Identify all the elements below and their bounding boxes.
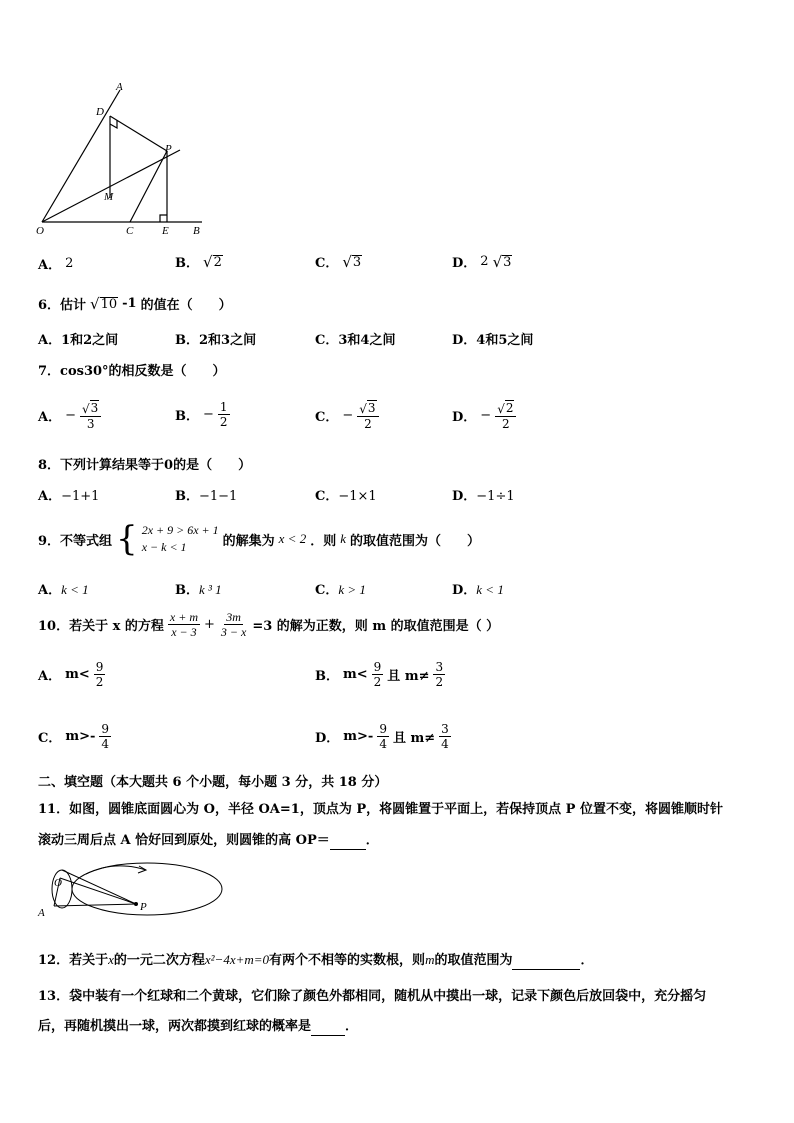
q6-option-d	[452, 332, 533, 350]
label-P: P	[165, 143, 172, 155]
stem-text: 10．若关于 x 的方程	[38, 619, 164, 634]
inequality-system	[142, 522, 219, 556]
left-brace: {	[116, 519, 138, 559]
option-prefix: m>-	[343, 729, 374, 744]
label-A: A	[116, 81, 123, 93]
sqrt-expression: √ 2	[497, 401, 514, 416]
answer-blank[interactable]	[512, 955, 580, 970]
numerator: 9	[95, 660, 104, 674]
q12-stem	[38, 951, 593, 970]
q6-stem	[38, 294, 232, 313]
denominator: 2	[219, 415, 228, 429]
option-mid: 且 m≠	[387, 669, 430, 684]
sqrt-expression: √ 3	[82, 401, 99, 416]
q9-option-a	[38, 581, 89, 600]
stem-text: 的取值范围为（ ）	[350, 533, 481, 549]
option-letter: C．	[38, 731, 62, 746]
denominator: 2	[502, 417, 510, 431]
option-text: k ³ 1	[199, 582, 222, 597]
q7-option-d	[452, 400, 516, 431]
numerator: 9	[379, 722, 387, 736]
inequality-2: x − k < 1	[141, 540, 187, 554]
variable-x: x	[108, 952, 114, 967]
cone-figure	[34, 856, 234, 922]
stem-text: ．	[580, 953, 594, 968]
option-value: 2	[65, 256, 74, 271]
stem-text: ．则	[310, 533, 337, 549]
denominator: 2	[95, 675, 104, 689]
radicand: 3	[90, 401, 99, 415]
q5-option-a	[38, 254, 73, 273]
q11-line-1: 11．如图，圆锥底面圆心为 O，半径 OA=1，顶点为 P，将圆锥置于平面上，若保持顶点 P 位置不变，将圆锥顺时针	[38, 802, 723, 817]
option-letter: D．	[452, 583, 477, 598]
q6-option-c	[315, 332, 395, 350]
radicand: 3	[352, 254, 362, 270]
option-text: −1÷1	[476, 489, 515, 504]
option-text: k < 1	[61, 582, 89, 597]
option-text: 2和3之间	[199, 333, 257, 348]
radicand: 2	[505, 401, 514, 415]
option-text: −1+1	[61, 489, 100, 504]
section-heading: 二、填空题（本大题共 6 个小题，每小题 3 分，共 18 分）	[38, 775, 388, 790]
answer-blank[interactable]	[311, 1021, 345, 1036]
denominator: 2	[373, 675, 382, 689]
q9-option-c	[315, 581, 366, 600]
option-letter: D．	[315, 731, 340, 746]
q8-option-b	[175, 488, 237, 506]
denominator: 2	[364, 417, 372, 431]
answer-blank[interactable]	[330, 835, 366, 850]
option-letter: D．	[452, 489, 477, 504]
option-letter: D．	[452, 333, 477, 348]
option-text: k < 1	[476, 582, 504, 597]
q9-stem	[38, 519, 481, 559]
q10-option-d	[315, 722, 451, 751]
option-letter: B．	[175, 583, 199, 598]
inequality-1: 2x + 9 > 6x + 1	[141, 523, 219, 537]
sqrt-expression: √ 10	[90, 294, 118, 313]
option-letter: C．	[315, 489, 339, 504]
fraction	[357, 400, 378, 431]
cone-label-A: A	[38, 907, 45, 919]
option-letter: A．	[38, 583, 62, 598]
denominator: 4	[441, 737, 449, 751]
fraction	[80, 400, 101, 431]
numerator: 3	[435, 660, 444, 674]
radicand: 3	[367, 401, 376, 415]
sqrt-expression: √ 3	[492, 252, 512, 271]
quadratic-equation: x²−4x+m=0	[204, 952, 270, 967]
option-text: −1×1	[338, 489, 377, 504]
stem-text: ．	[365, 833, 379, 848]
q13-line-1: 13．袋中装有一个红球和二个黄球，它们除了颜色外都相同，随机从中摸出一球，记录下颜色后放回袋中，充分摇匀	[38, 989, 707, 1004]
coefficient: 2	[480, 254, 489, 269]
stem-text: 的解集为	[222, 533, 275, 549]
label-B: B	[193, 225, 200, 237]
q7-option-b	[175, 400, 230, 429]
sqrt-expression: √ 3	[359, 401, 376, 416]
minus-sign: −	[480, 408, 492, 423]
variable-m: m	[425, 952, 435, 967]
fraction-2	[219, 610, 248, 639]
fraction	[377, 722, 389, 751]
stem-text: 的一元二次方程	[113, 953, 205, 968]
option-letter: B．	[315, 669, 339, 684]
fraction	[99, 722, 111, 751]
q8-stem: 8．下列计算结果等于0的是（ ）	[38, 458, 252, 473]
q5-option-b	[175, 252, 223, 271]
option-letter: A．	[38, 410, 62, 425]
option-prefix: m<	[65, 667, 90, 682]
option-letter: D．	[452, 256, 477, 271]
option-text: 1和2之间	[61, 333, 119, 348]
option-letter: C．	[315, 333, 339, 348]
q13-line-2	[38, 1018, 358, 1036]
solution-condition: x < 2	[278, 531, 307, 546]
option-letter: C．	[315, 583, 339, 598]
fraction	[495, 400, 516, 431]
denominator: 2	[435, 675, 444, 689]
label-E: E	[162, 225, 169, 237]
stem-text: 的值在（ ）	[140, 298, 232, 313]
numerator: 1	[219, 400, 228, 414]
option-text: −1−1	[199, 489, 238, 504]
label-O: O	[36, 225, 44, 237]
cone-label-O: O	[54, 877, 62, 889]
minus-sign: −	[342, 408, 354, 423]
variable-k: k	[340, 531, 346, 546]
q10-stem	[38, 610, 499, 639]
geometry-figure	[30, 78, 210, 238]
denominator: x − 3	[171, 625, 197, 639]
label-D: D	[96, 106, 104, 118]
option-letter: A．	[38, 333, 62, 348]
minus-sign: −	[65, 408, 76, 423]
denominator: 3 − x	[220, 625, 247, 639]
q6-option-b	[175, 332, 256, 350]
q11-line-2	[38, 832, 379, 850]
radicand: 10	[100, 296, 118, 312]
q7-stem: 7．cos30°的相反数是（ ）	[38, 364, 226, 379]
stem-text: 后，再随机摸出一球，两次都摸到红球的概率是	[38, 1019, 312, 1034]
stem-text: 滚动三周后点 A 恰好回到原处，则圆锥的高 OP＝	[38, 833, 330, 848]
numerator: 9	[101, 722, 110, 736]
option-prefix: m<	[343, 667, 368, 682]
numerator: 3	[441, 722, 449, 736]
stem-text: 9．不等式组	[38, 533, 113, 549]
sqrt-expression: √ 3	[342, 252, 362, 271]
fraction	[218, 400, 230, 429]
q8-option-a	[38, 488, 99, 506]
fraction-1	[168, 610, 200, 639]
q5-option-c	[315, 252, 362, 271]
option-prefix: m>-	[65, 729, 96, 744]
option-text: k > 1	[338, 582, 366, 597]
option-letter: B．	[175, 333, 199, 348]
option-letter: C．	[315, 410, 339, 425]
option-mid: 且 m≠	[392, 731, 436, 746]
fraction	[433, 660, 445, 689]
q8-option-d	[452, 488, 515, 506]
minus-one: -1	[122, 296, 137, 311]
numerator: 9	[373, 660, 382, 674]
minus-sign: −	[203, 407, 214, 422]
sqrt-expression: √ 2	[203, 252, 222, 271]
label-C: C	[126, 225, 134, 237]
radicand: 3	[503, 254, 512, 270]
option-letter: D．	[452, 410, 477, 425]
q6-option-a	[38, 332, 118, 350]
option-letter: A．	[38, 258, 62, 273]
q10-option-a	[38, 660, 105, 689]
q7-option-a	[38, 400, 101, 431]
denominator: 4	[101, 737, 110, 751]
fraction	[372, 660, 384, 689]
stem-text: ．	[345, 1019, 359, 1034]
stem-text: 6．估计	[38, 298, 87, 313]
option-letter: A．	[38, 669, 62, 684]
option-text: 3和4之间	[338, 333, 396, 348]
numerator: x + m	[169, 610, 198, 624]
q9-option-b	[175, 581, 222, 600]
option-letter: A．	[38, 489, 62, 504]
stem-text: 有两个不相等的实数根，则	[269, 953, 426, 968]
option-letter: B．	[175, 256, 199, 271]
denominator: 3	[86, 417, 95, 431]
stem-text: =3 的解为正数，则 m 的取值范围是（ ）	[252, 619, 500, 634]
q10-option-b	[315, 660, 445, 689]
q5-option-d	[452, 252, 512, 271]
stem-text: 的取值范围为	[434, 953, 513, 968]
option-letter: B．	[175, 409, 199, 424]
q9-option-d	[452, 581, 504, 600]
radicand: 2	[213, 254, 222, 270]
stem-text: 12．若关于	[38, 953, 109, 968]
plus-sign: +	[204, 617, 215, 632]
option-text: 4和5之间	[476, 333, 534, 348]
fraction	[439, 722, 451, 751]
q7-option-c	[315, 400, 379, 431]
option-letter: B．	[175, 489, 199, 504]
cone-label-P: P	[140, 901, 147, 913]
q10-option-c	[38, 722, 111, 751]
q8-option-c	[315, 488, 377, 506]
option-letter: C．	[315, 256, 339, 271]
numerator: 3m	[226, 610, 241, 624]
label-M: M	[104, 191, 114, 203]
fraction	[94, 660, 106, 689]
denominator: 4	[379, 737, 387, 751]
